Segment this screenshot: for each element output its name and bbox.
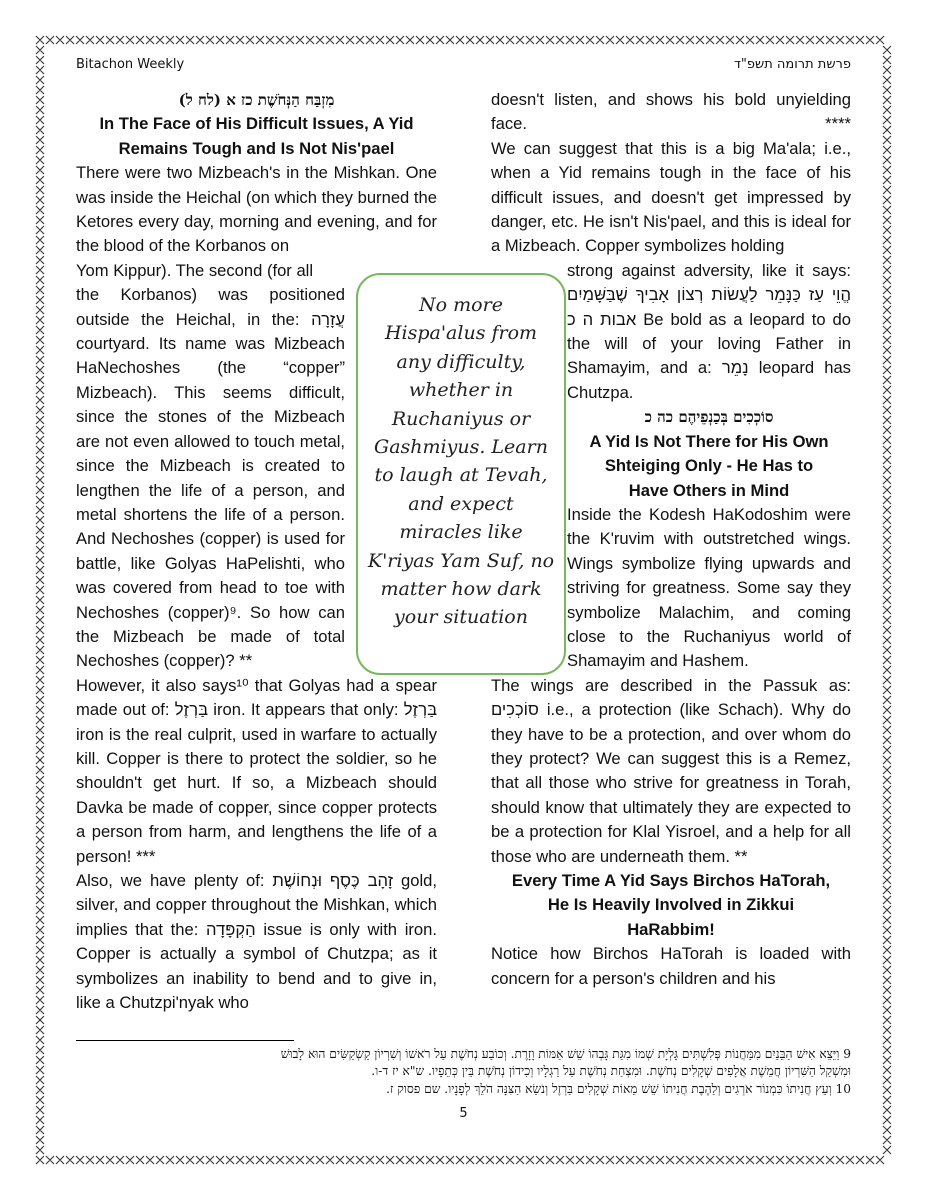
hebrew-heading: סוֹכְכִים בְּכַנְפֵיהֶם כה כ — [644, 408, 774, 427]
footnote-9-line1: 9 וַיֵּצֵא אִישׁ הַבֵּנַיִם מִמַּחֲנוֹת פְּלִשְׁתִּים גָּלְיָת שְׁמוֹ מִגַּת גָּבְהוֹ שֵׁשׁ אַמּוֹת וָזָרֶת. וְכוֹבַע נְחֹשֶׁת עַל רֹאשׁוֹ וְשִׁרְיוֹן קַשְׂקַשִּׂים הוּא לָבוּשׁ — [280, 1047, 851, 1061]
paragraph: Notice how Birchos HaTorah is loaded with concern for a person's children and his — [491, 944, 851, 988]
footnote-9-line2: וּמִשְׁקַל הַשִּׁרְיוֹן חֲמֵשֶׁת אֲלָפִים שְׁקָלִים נְחֹשֶׁת. וּמִצְחַת נְחֹשֶׁת עַל רַגְלָיו וְכִידוֹן נְחֹשֶׁת בֵּין כְּתֵפָיו. ש"א יז ד-ו. — [371, 1064, 851, 1078]
paragraph: Also, we have plenty of: זָהָב כֶּסֶף וּנְחוֹשֶׁת gold, silver, and copper throughout the Mishkan, which implies that the: הַקְפָּדָה issue is only with iron. Copper is actually a symbol of Chutzpa; as it symbolizes an inability to bend and to give in, like a Chutzpi'nyak who — [76, 871, 437, 1013]
section-title: Have Others in Mind — [628, 480, 790, 500]
footnote-divider — [76, 1040, 294, 1041]
page-number: 5 — [459, 1106, 468, 1121]
section-title: Shteiging Only - He Has to — [604, 456, 814, 476]
paragraph: strong against adversity, like it says: הֱוֵי עַז כַּנָּמֵר לַעֲשׂוֹת רְצוֹן אָבִיךָ שֶׁבַּשָּׁמַיִם אבות ה כ Be bold as a leopard to do the will of your loving Father in Shamayim, and a: נָמֵר leopard has Chutzpa. — [567, 260, 851, 402]
separator-stars: **** — [825, 114, 851, 134]
paragraph: doesn't listen, and shows his bold unyielding face. — [491, 90, 851, 134]
header-publication: Bitachon Weekly — [76, 57, 185, 72]
pull-quote: No more Hispa'alus from any difficulty, whether in Ruchaniyus or Gashmiyus. Learn to laugh at Tevah, and expect miracles like K'riyas Yam Suf, no matter how dark your situation — [356, 273, 566, 675]
paragraph: The wings are described in the Passuk as: סוֹכְכִים i.e., a protection (like Schach). Why do they have to be a protection, and over whom do they protect? We can suggest this is a Remez, that all those who strive for greatness in Torah, should know that ultimately they are expected to be a protection for Klal Yisroel, and a help for all those who are underneath them. ** — [491, 675, 851, 866]
paragraph: There were two Mizbeach's in the Mishkan. One was inside the Heichal (on which they burned the Ketores every day, morning and evening, and for the blood of the Korbanos on — [76, 163, 437, 256]
paragraph: the Korbanos) was positioned outside the Heichal, in the: עֲזָרָה courtyard. Its name was Mizbeach HaNechoshes (the “copper” Mizbeach). This seems difficult, since the stones of the Mizbeach are not even allowed to touch metal, since the Mizbeach is created to lengthen the life of a person, and metal shortens the life of a person. And Nechoshes (copper) is used for battle, like Golyas HaPelishti, who was covered from head to toe with Nechoshes (copper)⁹. So how can the Mizbeach be made of total Nechoshes (copper)? ** — [76, 285, 345, 671]
section-title: HaRabbim! — [627, 919, 715, 939]
section-title: He Is Heavily Involved in Zikkui — [547, 895, 795, 915]
header-parsha: פרשת תרומה תשפ"ד — [733, 57, 851, 72]
footnote-10: 10 וְעֵץ חֲנִיתוֹ כִּמְנוֹר אֹרְגִים וְלַהֶבֶת חֲנִיתוֹ שֵׁשׁ מֵאוֹת שְׁקָלִים בַּרְזֶל וְנֹשֵׂא הַצִּנָּה הֹלֵךְ לְפָנָיו. שם פסוק ז. — [386, 1082, 851, 1096]
paragraph: Yom Kippur). The second (for all — [76, 260, 314, 280]
section-title: Every Time A Yid Says Birchos HaTorah, — [511, 871, 831, 890]
paragraph: Inside the Kodesh HaKodoshim were the K'ruvim with outstretched wings. Wings symbolize flying upwards and striving for greatness. Some say they symbolize Malachim, and coming close to the Ruchaniyus world of Shamayim and Hashem. — [567, 504, 851, 671]
paragraph: However, it also says¹⁰ that Golyas had a spear made out of: בַּרְזֶל iron. It appears that only: בַּרְזֶל iron is the real culprit, used in warfare to actually kill. Copper is there to protect the soldier, so he shouldn't get hurt. If so, a Mizbeach should Davka be made of copper, since copper protects a person from harm, and lengthens the life of a person! *** — [76, 675, 437, 866]
paragraph: We can suggest that this is a big Ma'ala; i.e., when a Yid remains tough in the face of his difficult issues, and doesn't get impressed by danger, etc. He isn't Nis'pael, and this is ideal for a Mizbeach. Copper symbolizes holding — [491, 138, 851, 256]
section-title: Remains Tough and Is Not Nis'pael — [118, 138, 395, 158]
hebrew-heading: מִזְבַּח הַנְּחֹשֶׁת כז א (לח ל) — [178, 91, 335, 109]
section-title: In The Face of His Difficult Issues, A Yid — [99, 114, 414, 134]
section-title: A Yid Is Not There for His Own — [589, 431, 829, 451]
